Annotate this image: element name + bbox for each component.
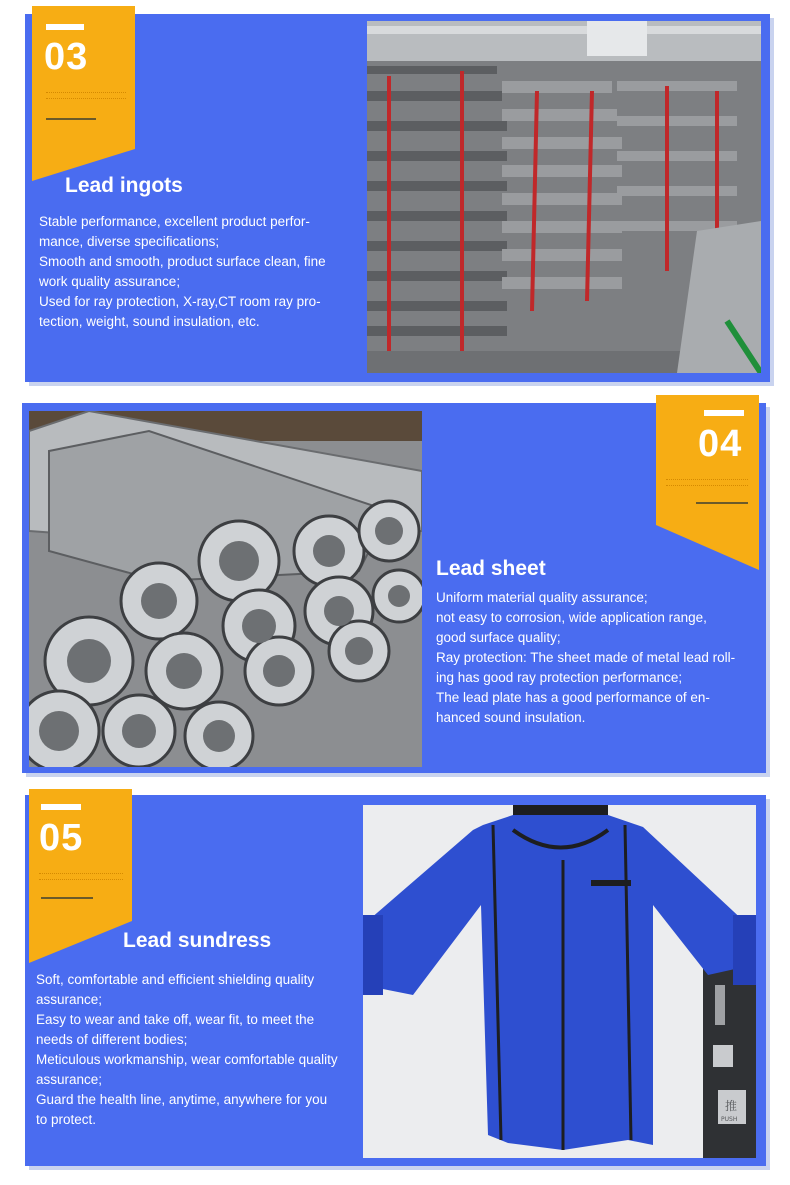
description-line: to protect. bbox=[36, 1112, 97, 1127]
section-description bbox=[39, 212, 359, 332]
section-number: 05 bbox=[39, 817, 84, 859]
description-line: not easy to corrosion, wide application range, bbox=[436, 610, 707, 625]
description-line: tection, weight, sound insulation, etc. bbox=[39, 314, 260, 329]
door-sign-char: 推 bbox=[725, 1099, 738, 1113]
lead-sheet-photo bbox=[29, 411, 422, 767]
lead-ingots-photo bbox=[367, 21, 761, 373]
section-lead-ingots bbox=[25, 14, 770, 382]
section-number-badge bbox=[32, 6, 135, 149]
description-line: mance, diverse specifications; bbox=[39, 234, 220, 249]
section-number-badge bbox=[29, 789, 132, 921]
description-line: Uniform material quality assurance; bbox=[436, 590, 648, 605]
badge-bar bbox=[46, 24, 84, 30]
badge-divider bbox=[46, 118, 96, 120]
description-line: Smooth and smooth, product surface clean, fine bbox=[39, 254, 326, 269]
badge-bar bbox=[41, 804, 81, 810]
section-description bbox=[436, 588, 760, 728]
description-line: assurance; bbox=[36, 1072, 103, 1087]
badge-dotted-line bbox=[46, 92, 126, 94]
description-line: Soft, comfortable and efficient shielding quality bbox=[36, 972, 315, 987]
section-title: Lead ingots bbox=[65, 174, 183, 197]
description-line: good surface quality; bbox=[436, 630, 561, 645]
description-line: Ray protection: The sheet made of metal lead roll- bbox=[436, 650, 736, 665]
description-line: needs of different bodies; bbox=[36, 1032, 188, 1047]
section-lead-sheet bbox=[22, 403, 766, 773]
description-line: work quality assurance; bbox=[39, 274, 181, 289]
description-line: Used for ray protection, X-ray,CT room ray pro- bbox=[39, 294, 321, 309]
description-line: Easy to wear and take off, wear fit, to meet the bbox=[36, 1012, 315, 1027]
badge-fold bbox=[656, 525, 759, 570]
badge-divider bbox=[696, 502, 748, 504]
description-line: Stable performance, excellent product perfor- bbox=[39, 214, 310, 229]
description-line: Guard the health line, anytime, anywhere for you bbox=[36, 1092, 328, 1107]
badge-fold bbox=[29, 921, 132, 963]
section-title: Lead sheet bbox=[436, 557, 546, 580]
badge-dotted-line bbox=[39, 873, 123, 875]
badge-divider bbox=[41, 897, 93, 899]
description-line: The lead plate has a good performance of en- bbox=[436, 690, 710, 705]
badge-dotted-line bbox=[46, 98, 126, 100]
badge-bar bbox=[704, 410, 744, 416]
lead-sundress-photo bbox=[363, 805, 756, 1158]
description-line: assurance; bbox=[36, 992, 103, 1007]
section-description bbox=[36, 970, 360, 1130]
section-number-badge bbox=[656, 395, 759, 525]
door-sign-word: PUSH bbox=[721, 1116, 738, 1123]
section-number: 03 bbox=[44, 36, 89, 78]
section-title: Lead sundress bbox=[123, 929, 272, 952]
section-lead-sundress bbox=[25, 795, 766, 1166]
section-number: 04 bbox=[698, 423, 743, 465]
description-line: Meticulous workmanship, wear comfortable quality bbox=[36, 1052, 338, 1067]
description-line: hanced sound insulation. bbox=[436, 710, 586, 725]
badge-dotted-line bbox=[666, 479, 748, 481]
badge-dotted-line bbox=[39, 879, 123, 881]
badge-dotted-line bbox=[666, 485, 748, 487]
description-line: ing has good ray protection performance; bbox=[436, 670, 683, 685]
